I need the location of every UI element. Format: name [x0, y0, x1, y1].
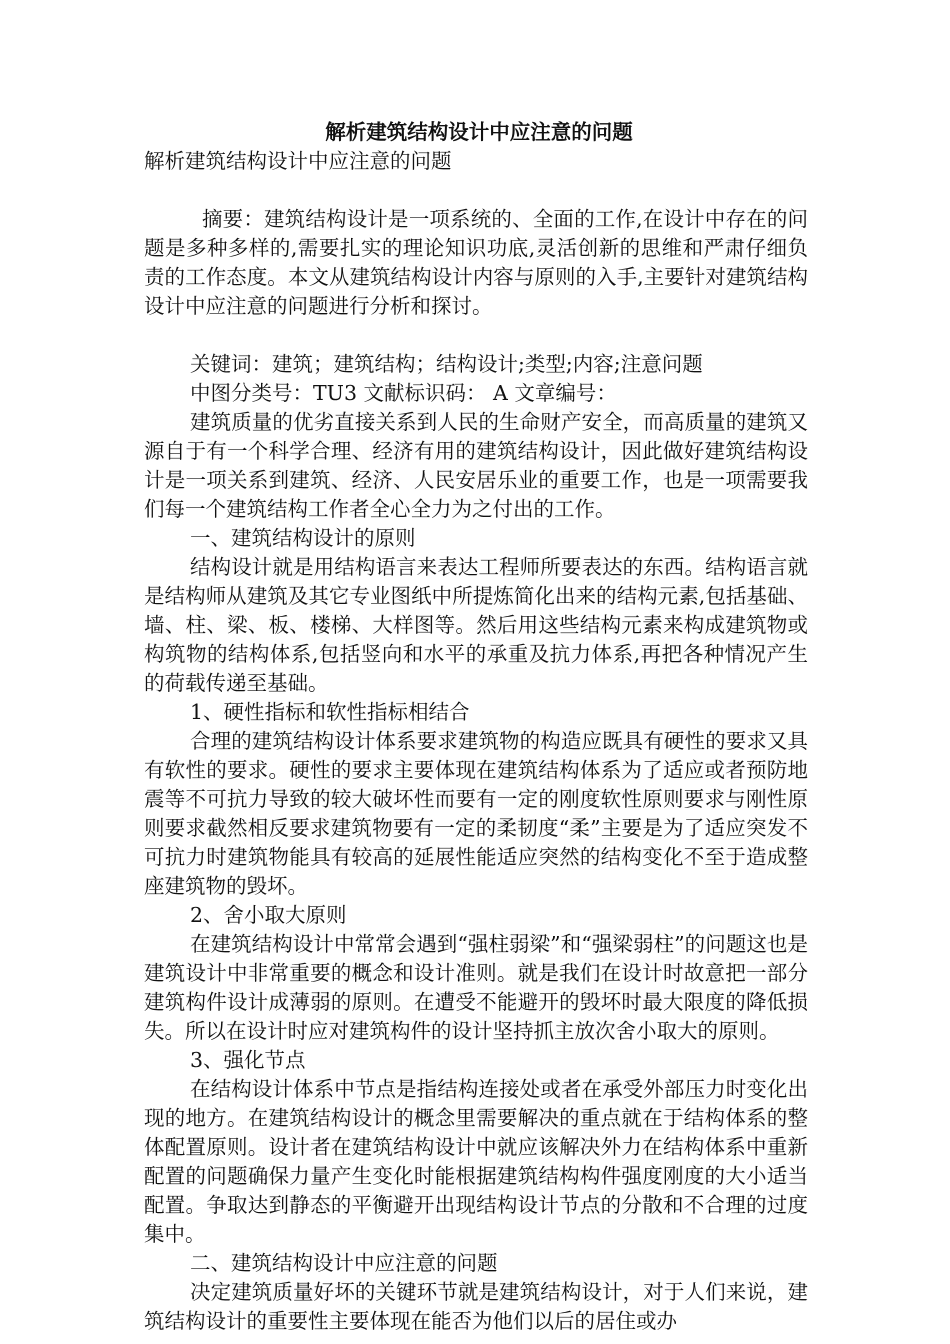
subheading-small-large: 2、舍小取大原则 — [190, 903, 347, 927]
blank-line — [144, 176, 808, 205]
nodes-paragraph: 在结构设计体系中节点是指结构连接处或者在承受外部压力时变化出现的地方。在建筑结构设计的概念里需要解决的重点就在于结构体系的整体配置原则。设计者在建筑结构设计中就应该解决外力在结构体系中重新配置的问题确保力量产生变化时能根据建筑结构构件强度刚度的大小适当配置。争取达到静态的平衡避开出现结构设计节点的分散和不合理的过度集中。 — [144, 1077, 808, 1246]
principles-paragraph: 结构设计就是用结构语言来表达工程师所要表达的东西。结构语言就是结构师从建筑及其它专业图纸中所提炼简化出来的结构元素,包括基础、墙、柱、梁、板、楼梯、大样图等。然后用这些结构元素来构成建筑物或构筑物的结构体系,包括竖向和水平的承重及抗力体系,再把各种情况产生的荷载传递至基础。 — [144, 555, 808, 695]
subheading-nodes: 3、强化节点 — [190, 1048, 306, 1072]
hard-soft-paragraph: 合理的建筑结构设计体系要求建筑物的构造应既具有硬性的要求又具有软性的要求。硬性的要求主要体现在建筑结构体系为了适应或者预防地震等不可抗力导致的较大破坏性而要有一定的刚度软性原则要求与刚性原则要求截然相反要求建筑物要有一定的柔韧度“柔”主要是为了适应突发不可抗力时建筑物能具有较高的延展性能适应突然的结构变化不至于造成整座建筑物的毁坏。 — [144, 729, 808, 898]
intro-paragraph: 建筑质量的优劣直接关系到人民的生命财产安全，而高质量的建筑又源自于有一个科学合理、经济有用的建筑结构设计，因此做好建筑结构设计是一项关系到建筑、经济、人民安居乐业的重要工作，也是一项需要我们每一个建筑结构工作者全心全力为之付出的工作。 — [144, 410, 808, 521]
issues-paragraph: 决定建筑质量好坏的关键环节就是建筑结构设计，对于人们来说，建筑结构设计的重要性主要体现在能否为他们以后的居住或办 — [144, 1280, 808, 1333]
document-title: 解析建筑结构设计中应注意的问题 — [325, 120, 633, 144]
blank-line — [144, 321, 808, 350]
keywords-line: 关键词：建筑；建筑结构；结构设计;类型;内容;注意问题 — [190, 352, 703, 376]
document-page — [144, 118, 808, 1336]
document-subtitle: 解析建筑结构设计中应注意的问题 — [144, 149, 452, 173]
section-heading-principles: 一、建筑结构设计的原则 — [190, 526, 416, 550]
classification-line: 中图分类号：TU3 文献标识码： A 文章编号： — [190, 381, 617, 405]
section-heading-issues: 二、建筑结构设计中应注意的问题 — [190, 1251, 498, 1275]
small-large-paragraph: 在建筑结构设计中常常会遇到“强柱弱梁”和“强梁弱柱”的问题这也是建筑设计中非常重要的概念和设计准则。就是我们在设计时故意把一部分建筑构件设计成薄弱的原则。在遭受不能避开的毁坏时最大限度的降低损失。所以在设计时应对建筑构件的设计坚持抓主放次舍小取大的原则。 — [144, 932, 808, 1043]
subheading-hard-soft: 1、硬性指标和软性指标相结合 — [190, 700, 470, 724]
abstract-paragraph: 摘要：建筑结构设计是一项系统的、全面的工作,在设计中存在的问题是多种多样的,需要扎实的理论知识功底,灵活创新的思维和严肃仔细负责的工作态度。本文从建筑结构设计内容与原则的入手,主要针对建筑结构设计中应注意的问题进行分析和探讨。 — [144, 207, 808, 318]
